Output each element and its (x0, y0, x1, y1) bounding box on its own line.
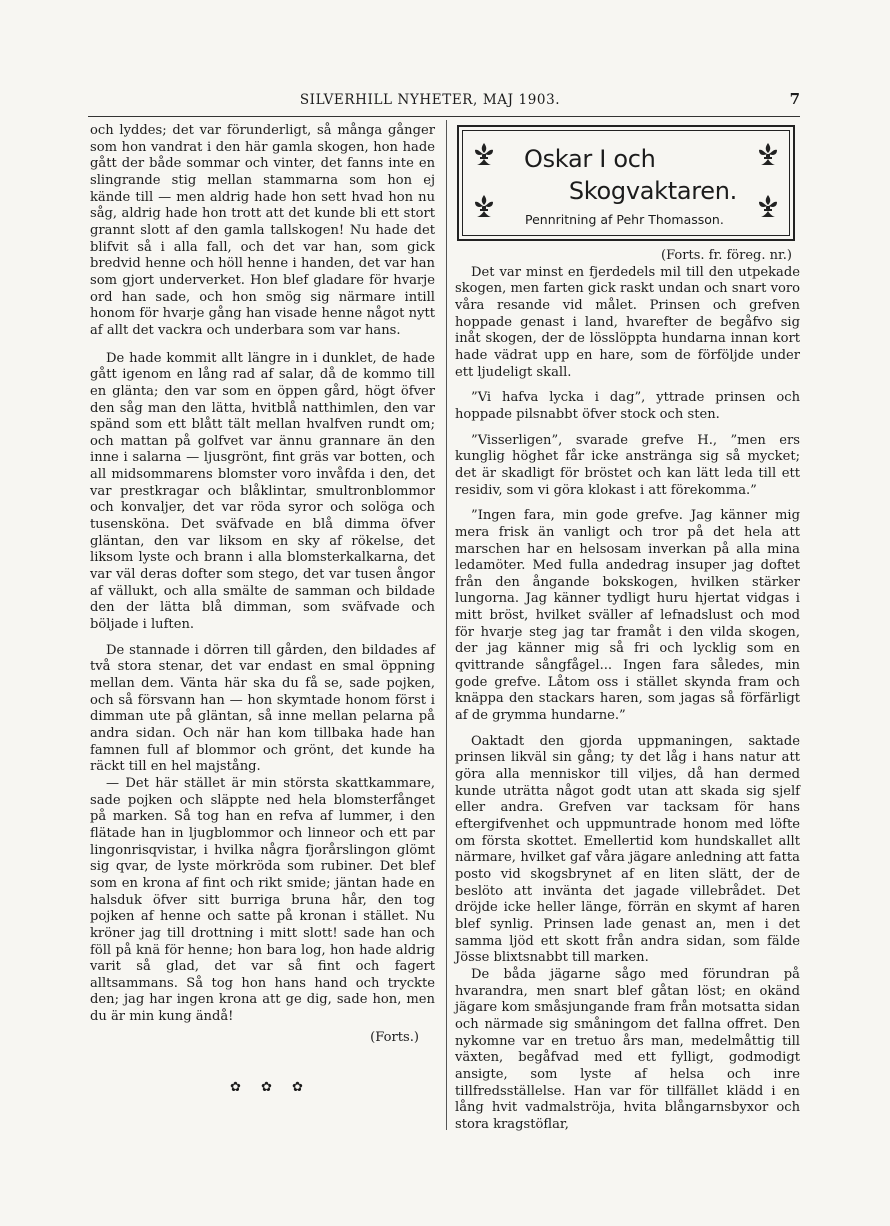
fleur-de-lis-ornament-icon (471, 193, 497, 219)
story-title-box (457, 125, 795, 241)
left-column (90, 123, 435, 1046)
paragraph: ”Ingen fara, min gode grefve. Jag känner mig mera frisk än vanligt och tror på det hela att marschen har en helsosam inverkan på alla mina ledamöter. Med fulla andedrag insuper jag doftet från den ångande bokskogen, hvilken stärker lungorna. Jag känner tydligt huru hjertat vidgas i mitt bröst, hvilket sväller af lefnadslust och mod för hvarje steg jag tar framåt i den vilda skogen, der jag känner mig så fri och lycklig som en qvittrande sångfågel... Ingen fara således, min gode grefve. Låtom oss i stället skynda fram och knäppa den stackars haren, som jagas så förfärligt af de grymma hundarne.” (455, 508, 800, 724)
fleur-de-lis-ornament-icon (471, 141, 497, 167)
right-column (455, 248, 800, 1133)
paragraph: De stannade i dörren till gården, den bildades af två stora stenar, det var endast en smal öppning mellan dem. Vänta här ska du få se, sade pojken, och så försvann han — hon skymtade honom först i dimman ute på gläntan, så inne mellan pelarna på andra sidan. Och när han kom tillbaka hade han famnen full af blommor och grönt, det kunde ha räckt till en hel majstång. (90, 642, 435, 775)
fleur-de-lis-ornament-icon (755, 193, 781, 219)
paragraph: Oaktadt den gjorda uppmaningen, saktade prinsen likväl sin gång; ty det låg i hans natur att göra alla menniskor till viljes, då han dermed kunde uträtta något godt utan att skada sig sjelf eller andra. Grefven var tacksam för hans eftergifvenhet och uppmuntrade honom med löfte om första skottet. Emellertid kom hundskallet allt närmare, hvilket gaf våra jägare anledning att fatta posto vid skogsbrynet af en liten slätt, der de beslöto att invänta det jagade villebrådet. Det dröjde icke heller länge, förrän en skymt af haren blef synlig. Prinsen lade genast an, men i det samma ljöd ett skott från andra sidan, som fälde Jösse blixtsnabbt till marken. (455, 733, 800, 966)
column-divider (446, 120, 447, 1130)
paragraph: ”Visserligen”, svarade grefve H., ”men ers kunglig höghet får icke anstränga sig så mycket; det är skadligt för bröstet och kan lätt leda till ett residiv, som vi göra klokast i att förekomma.” (455, 432, 800, 498)
paragraph: De båda jägarne sågo med förundran på hvarandra, men snart blef gåtan löst; en okänd jägare kom småsjungande fram från motsatta sidan och närmade sig småningom det fallna offret. Den nykomne var en tretuo års man, medelmåttig till växten, begåfvad med ett fylligt, godmodigt ansigte, som lyste af helsa och inre tillfredsställelse. Han var för tillfället klädd i en lång hvit vadmalströja, hvita blångarnsbyxor och stora kragstöflar, (455, 966, 800, 1132)
paragraph: och lyddes; det var förunderligt, så många gånger som hon vandrat i den här gamla skogen, hon hade gått der både sommar och vinter, det fanns inte en slingrande stig mellan stammarna som hon ej kände till — men aldrig hade hon sett hvad hon nu såg, aldrig hade hon trott att det kunde bli ett stort grannt slott af den gamla tallskogen! Nu hade det blifvit så i alla fall, och det var han, som gick bredvid henne och höll henne i handen, det var han som gjort underverket. Hon blef gladare för hvarje ord han sade, och hon smög sig närmare intill honom för hvarje gång han visade henne något nytt af allt det vackra och underbara som var hans. (90, 123, 435, 338)
paragraph: ”Vi hafva lycka i dag”, yttrade prinsen och hoppade pilsnabbt öfver stock och sten. (455, 390, 800, 422)
story-title-line-2: Skogvaktaren. (568, 177, 737, 205)
fleur-de-lis-ornament-icon (755, 141, 781, 167)
paragraph: — Det här stället är min största skattkammare, sade pojken och släppte ned hela blomsterfånget på marken. Så tog han en refva af lummer, i den flätade han in ljugblommor och linneor och ett par lingonrisqvistar, i hvilka några fjorårslingon glömt sig qvar, de lyste mörkröda som rubiner. Det blef som en krona af fint och rikt smide; jäntan hade en halsduk öfver sitt burriga bruna hår, den tog pojken af henne och satte på kronan i stället. Nu kröner jag till drottning i mitt slott! sade han och föll på knä för henne; hon bara log, hon hade aldrig varit så glad, det var så fint och fagert alltsammans. Så tog hon hans hand och tryckte den; jag har ingen krona att ge dig, sade hon, men du är min kung ändå! (90, 775, 435, 1025)
story-title-line-1: Oskar I och (524, 145, 656, 173)
page-header (60, 92, 800, 112)
paragraph: De hade kommit allt längre in i dunklet, de hade gått igenom en lång rad af salar, då de kommo till en glänta; den var som en öppen gård, högt öfver den såg man den lätta, hvitblå natthimlen, den var spänd som ett blått tält mellan hvalfven rundt om; och mattan på golfvet var ännu grannare än den inne i salarna — ljusgrönt, fint gräs var botten, och all midsommarens blomster voro invåfda i den, det var prestkragar och blåklintar, smultronblommor och konvaljer, det var röda syror och solöga och tusensköna. Det sväfvade en blå dimma öfver gläntan, den var liksom en sky af rökelse, det liksom lyste och brann i alla blomsterkalkarna, det var väl deras dofter som stego, det var tusen ångor af vällukt, och alla smälte de samman och bildade den der lätta blå dimman, som sväfvade och böljade i luften. (90, 350, 435, 633)
fleuron-divider: ✿ ✿ ✿ (230, 1080, 311, 1095)
paragraph: Det var minst en fjerdedels mil till den utpekade skogen, men farten gick raskt undan och snart voro våra resande vid målet. Prinsen och grefven hoppade genast i land, hvarefter de begåfvo sig inåt skogen, der de lösslöppta hundarna innan kort hade vädrat upp en hare, som de förföljde under ett ljudeligt skall. (455, 264, 800, 380)
newspaper-title: SILVERHILL NYHETER, MAJ 1903. (299, 92, 561, 108)
story-byline: Pennritning af Pehr Thomasson. (525, 212, 724, 227)
header-rule (88, 116, 800, 117)
page-number: 7 (789, 90, 800, 108)
continued-note: (Forts.) (370, 1029, 419, 1045)
continued-from-note: (Forts. fr. föreg. nr.) (661, 248, 792, 263)
